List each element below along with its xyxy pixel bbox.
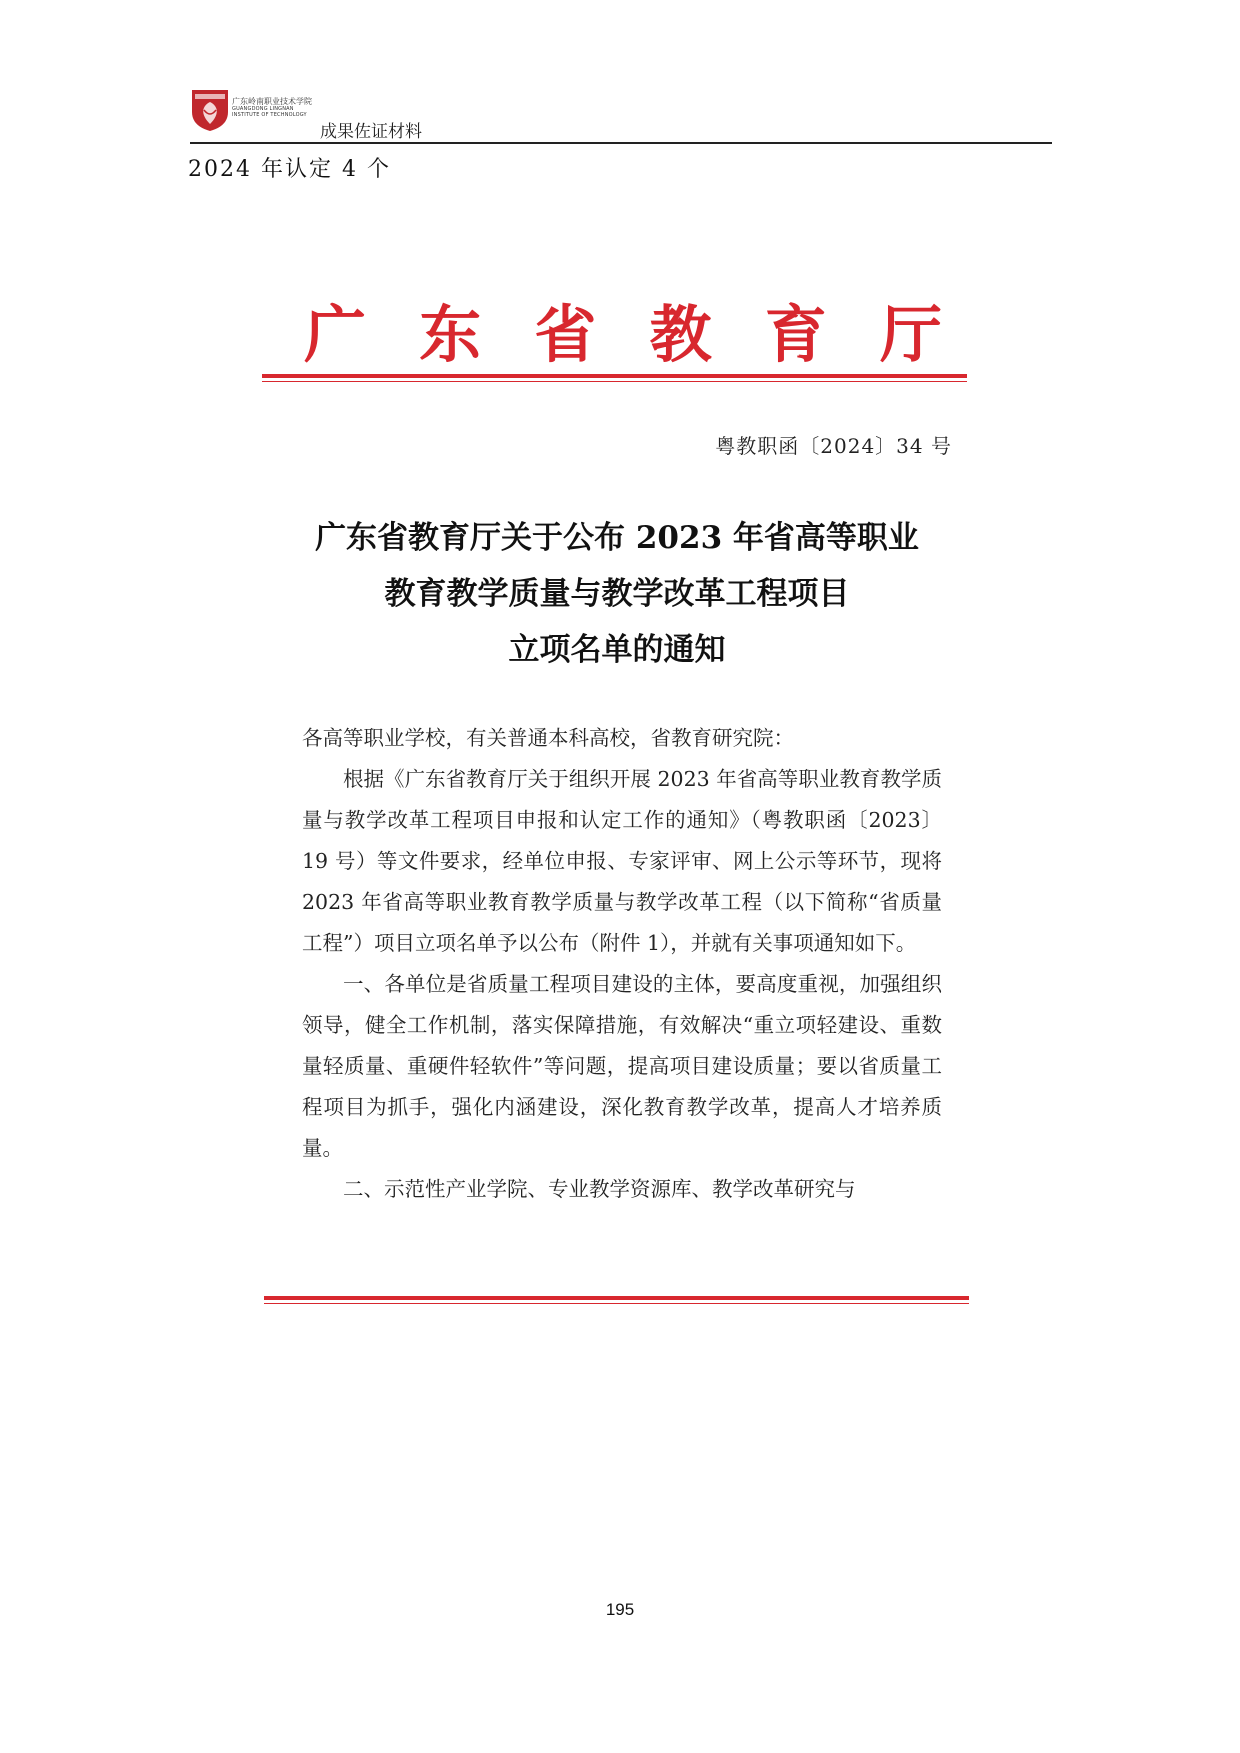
page-note: 2024 年认定 4 个: [188, 157, 391, 182]
masthead-char: 东: [419, 298, 482, 371]
school-name-en-line2: INSTITUTE OF TECHNOLOGY: [232, 112, 307, 118]
title-line: 教育教学质量与教学改革工程项目: [384, 576, 850, 612]
body-paragraph: 一、各单位是省质量工程项目建设的主体，要高度重视，加强组织领导，健全工作机制，落实保障措施，有效解决“重立项轻建设、重数量轻质量、重硬件轻软件”等问题，提高项目建设质量；要以省质量工程项目为抓手，强化内涵建设，深化教育教学改革，提高人才培养质量。: [302, 972, 942, 1160]
school-name: [232, 97, 312, 118]
page-number: 195: [605, 1600, 635, 1619]
scanned-document: [262, 300, 982, 1315]
school-name-en-line1: GUANGDONG LINGNAN: [232, 106, 294, 112]
school-logo: [190, 88, 230, 132]
document-number: 粤教职函〔2024〕34 号: [715, 434, 952, 458]
masthead-rule-thin: [262, 381, 967, 382]
masthead-char: 育: [764, 298, 827, 371]
footer-rule-thick: [264, 1296, 969, 1300]
footer-rule-thin: [264, 1303, 969, 1304]
title-line: 广东省教育厅关于公布 2023 年省高等职业: [315, 520, 919, 556]
title-line: 立项名单的通知: [508, 632, 726, 668]
salutation: 各高等职业学校，有关普通本科高校，省教育研究院：: [302, 726, 794, 750]
school-name-cn: 广东岭南职业技术学院: [232, 97, 312, 106]
body-paragraph: 根据《广东省教育厅关于组织开展 2023 年省高等职业教育教学质量与教学改革工程项目申报和认定工作的通知》（粤教职函〔2023〕19 号）等文件要求，经单位申报、专家评审、网上公示等环节，现将 2023 年省高等职业教育教学质量与教学改革工程（以下简称“省质量工程”）项目立项名单予以公布（附件 1），并就有关事项通知如下。: [302, 767, 942, 955]
masthead-char: 广: [304, 298, 367, 371]
header-rule: [190, 142, 1052, 144]
masthead: [262, 300, 982, 370]
document-title: [262, 510, 972, 678]
body-paragraph: 二、示范性产业学院、专业教学资源库、教学改革研究与: [343, 1177, 856, 1201]
header-caption: 成果佐证材料: [320, 122, 422, 142]
masthead-rule-thick: [262, 374, 967, 378]
masthead-char: 教: [649, 298, 712, 371]
masthead-char: 厅: [879, 298, 942, 371]
masthead-char: 省: [534, 298, 597, 371]
document-body: [302, 718, 942, 1210]
